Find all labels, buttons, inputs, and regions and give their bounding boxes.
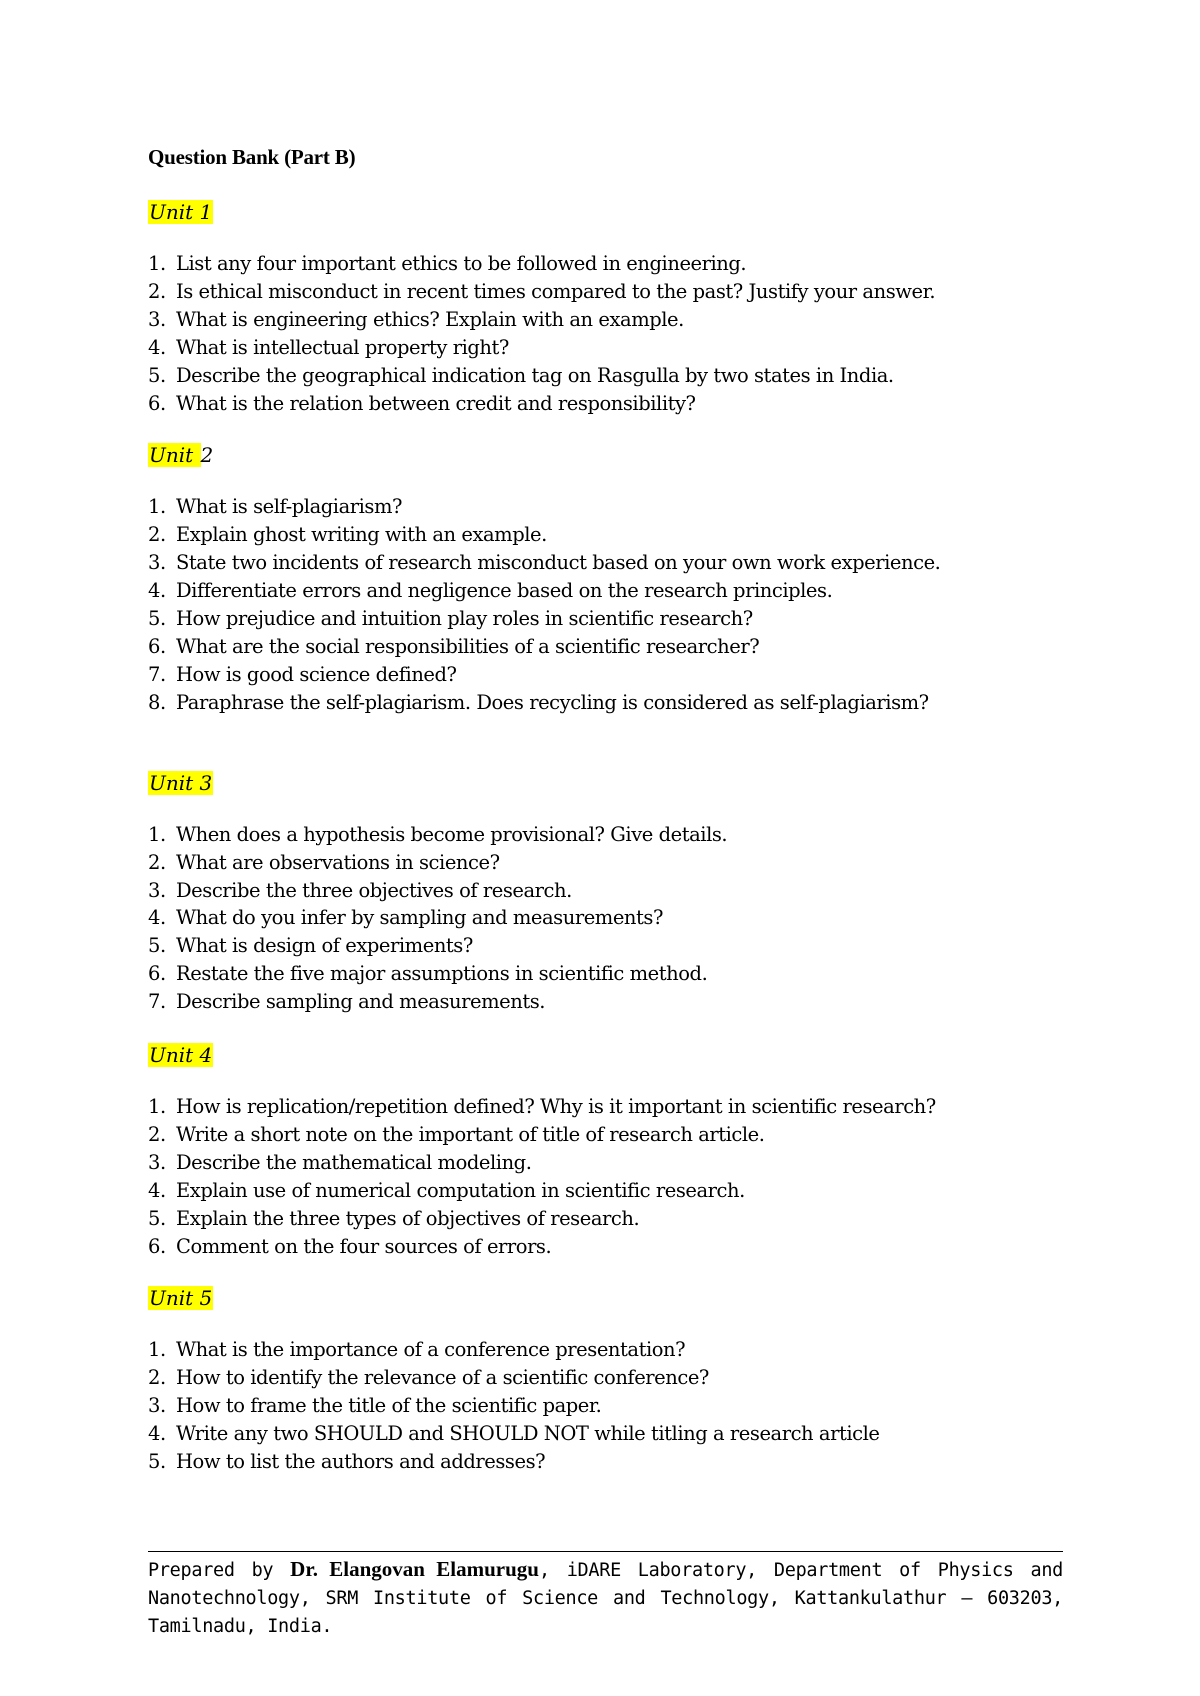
unit-heading-4 — [148, 1042, 1062, 1068]
question-text: Describe sampling and measurements. — [176, 990, 546, 1014]
question-text: What is the importance of a conference presentation? — [176, 1338, 686, 1362]
footer-divider — [148, 1551, 1063, 1552]
unit-heading-1 — [148, 199, 1062, 225]
question-text: Paraphrase the self-plagiarism. Does recycling is considered as self-plagiarism? — [176, 690, 929, 714]
question-item — [148, 1121, 1062, 1149]
question-item — [148, 493, 1062, 521]
question-item — [148, 390, 1062, 418]
question-number: 6. — [148, 1234, 166, 1258]
question-item — [148, 1448, 1062, 1476]
question-number: 2. — [148, 850, 166, 874]
question-item — [148, 577, 1062, 605]
question-item — [148, 960, 1062, 988]
question-item — [148, 932, 1062, 960]
question-text: Describe the geographical indication tag on Rasgulla by two states in India. — [176, 363, 894, 387]
question-item — [148, 362, 1062, 390]
question-item — [148, 1336, 1062, 1364]
question-text: What are the social responsibilities of a scientific researcher? — [176, 634, 760, 658]
question-number: 5. — [148, 607, 166, 631]
question-item — [148, 821, 1062, 849]
question-item — [148, 306, 1062, 334]
question-item — [148, 1364, 1062, 1392]
question-item — [148, 605, 1062, 633]
question-text: How to identify the relevance of a scientific conference? — [176, 1366, 709, 1390]
question-text: How to list the authors and addresses? — [176, 1450, 546, 1474]
question-item — [148, 1392, 1062, 1420]
unit-heading-highlight: Unit — [149, 443, 200, 468]
question-item — [148, 1149, 1062, 1177]
question-text: Describe the mathematical modeling. — [176, 1150, 532, 1174]
question-text: Comment on the four sources of errors. — [176, 1234, 552, 1258]
question-item — [148, 988, 1062, 1016]
question-number: 7. — [148, 990, 166, 1014]
question-list-unit-5 — [148, 1336, 1062, 1476]
question-item — [148, 278, 1062, 306]
question-number: 3. — [148, 551, 166, 575]
question-text: Write any two SHOULD and SHOULD NOT while titling a research article — [176, 1422, 880, 1446]
question-text: What is self-plagiarism? — [176, 495, 402, 519]
question-text: How prejudice and intuition play roles in scientific research? — [176, 607, 753, 631]
question-text: What is intellectual property right? — [176, 335, 509, 359]
question-number: 4. — [148, 579, 166, 603]
unit-heading-highlight: Unit 4 — [149, 1043, 213, 1068]
question-number: 6. — [148, 391, 166, 415]
question-number: 1. — [148, 495, 166, 519]
question-list-unit-1 — [148, 250, 1062, 417]
question-number: 6. — [148, 962, 166, 986]
question-item — [148, 1177, 1062, 1205]
question-number: 3. — [148, 1150, 166, 1174]
question-text: What is design of experiments? — [176, 934, 473, 958]
question-item — [148, 1093, 1062, 1121]
question-number: 8. — [148, 690, 166, 714]
question-number: 4. — [148, 1422, 166, 1446]
question-number: 5. — [148, 1206, 166, 1230]
question-number: 5. — [148, 934, 166, 958]
question-text: Is ethical misconduct in recent times compared to the past? Justify your answer. — [176, 279, 936, 303]
question-item — [148, 633, 1062, 661]
question-text: Explain ghost writing with an example. — [176, 523, 547, 547]
question-text: List any four important ethics to be followed in engineering. — [176, 252, 747, 275]
question-text: How is good science defined? — [176, 662, 457, 686]
question-text: Describe the three objectives of research. — [176, 878, 572, 902]
question-text: When does a hypothesis become provisional? Give details. — [176, 822, 728, 846]
question-number: 2. — [148, 1366, 166, 1390]
question-number: 3. — [148, 307, 166, 331]
question-number: 2. — [148, 279, 166, 303]
question-text: What are observations in science? — [176, 850, 500, 874]
question-text: What is the relation between credit and responsibility? — [176, 391, 696, 415]
question-item — [148, 549, 1062, 577]
question-list-unit-2 — [148, 493, 1062, 716]
question-text: Write a short note on the important of title of research article. — [176, 1122, 765, 1146]
question-number: 3. — [148, 878, 166, 902]
unit-heading-3 — [148, 770, 1062, 796]
footer-author: Dr. Elangovan Elamurugu — [290, 1557, 539, 1581]
question-text: What is engineering ethics? Explain with an example. — [176, 307, 684, 331]
question-item — [148, 849, 1062, 877]
page-title: Question Bank (Part B) — [148, 145, 356, 169]
unit-heading-5 — [148, 1285, 1062, 1311]
question-text: How to frame the title of the scientific paper. — [176, 1394, 602, 1418]
question-number: 1. — [148, 252, 166, 275]
question-number: 4. — [148, 1178, 166, 1202]
question-number: 2. — [148, 1122, 166, 1146]
question-text: Restate the five major assumptions in scientific method. — [176, 962, 708, 986]
unit-heading-rest: 2 — [200, 443, 214, 468]
unit-heading-highlight: Unit 3 — [149, 770, 213, 795]
question-text: Differentiate errors and negligence based on the research principles. — [176, 579, 833, 603]
unit-heading-highlight: Unit 1 — [149, 200, 213, 224]
question-number: 4. — [148, 906, 166, 930]
question-item — [148, 1205, 1062, 1233]
question-number: 3. — [148, 1394, 166, 1418]
question-item — [148, 877, 1062, 905]
footer-suffix: , iDARE Laboratory, Department of Physics and Nanotechnology, SRM Institute of Science and Technology, Kattankulathur – 603203, Tamilnadu, India. — [148, 1560, 1064, 1637]
question-text: How is replication/repetition defined? Why is it important in scientific research? — [176, 1095, 936, 1119]
question-item — [148, 521, 1062, 549]
question-text: State two incidents of research misconduct based on your own work experience. — [176, 551, 941, 575]
question-number: 1. — [148, 1095, 166, 1119]
question-bank-page — [148, 144, 1062, 1476]
question-number: 1. — [148, 1338, 166, 1362]
question-number: 7. — [148, 662, 166, 686]
question-number: 6. — [148, 634, 166, 658]
footer-note — [148, 1555, 1063, 1641]
question-number: 4. — [148, 335, 166, 359]
question-item — [148, 689, 1062, 717]
unit-heading-2 — [148, 442, 1062, 468]
question-item — [148, 250, 1062, 278]
unit-heading-highlight: Unit 5 — [149, 1286, 213, 1311]
question-item — [148, 661, 1062, 689]
footer-prefix: Prepared by — [148, 1560, 291, 1581]
question-text: What do you infer by sampling and measurements? — [176, 906, 663, 930]
question-list-unit-4 — [148, 1093, 1062, 1260]
question-item — [148, 1420, 1062, 1448]
question-number: 1. — [148, 822, 166, 846]
question-number: 5. — [148, 1450, 166, 1474]
question-number: 2. — [148, 523, 166, 547]
question-item — [148, 334, 1062, 362]
question-number: 5. — [148, 363, 166, 387]
question-item — [148, 1233, 1062, 1261]
question-item — [148, 904, 1062, 932]
question-text: Explain the three types of objectives of research. — [176, 1206, 640, 1230]
units-container — [148, 199, 1062, 1476]
question-text: Explain use of numerical computation in scientific research. — [176, 1178, 745, 1202]
question-list-unit-3 — [148, 821, 1062, 1016]
